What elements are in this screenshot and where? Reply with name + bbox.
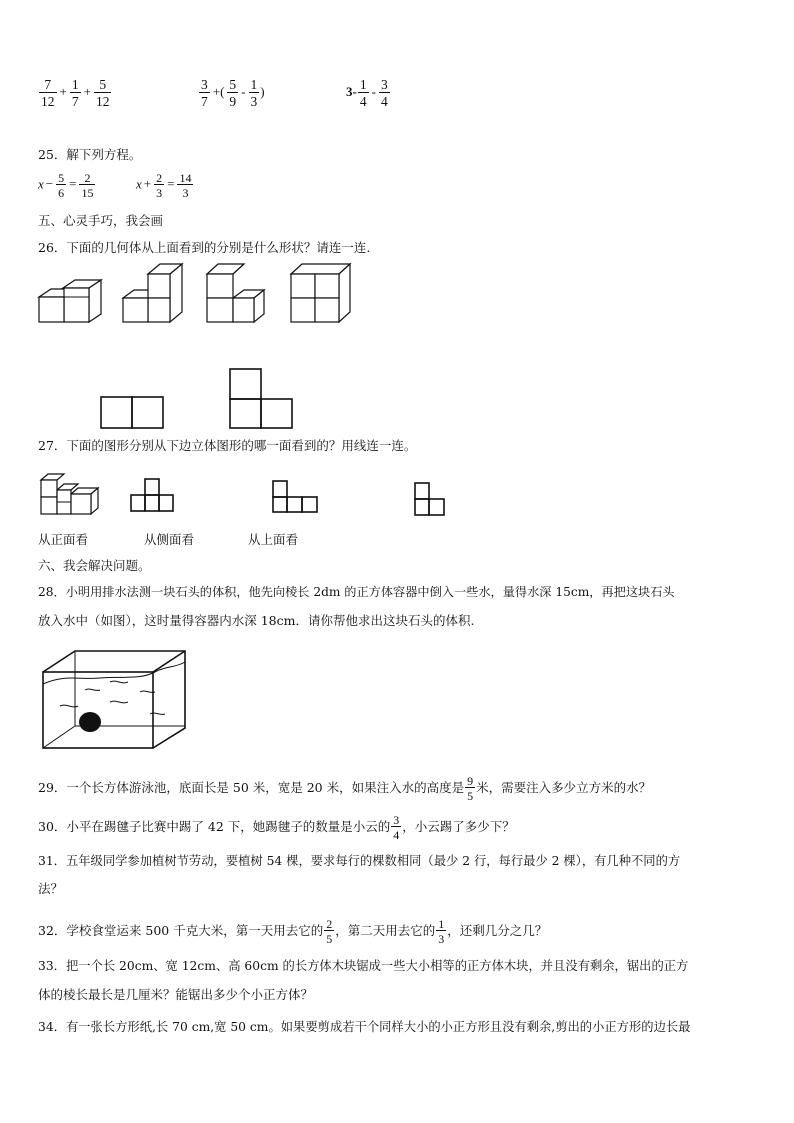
section-6-heading: 六、我会解决问题。 (38, 558, 151, 573)
q33-line-1: 33．把一个长 20cm、宽 12cm、高 60cm 的长方体木块锯成一些大小相等的正方体木块，并且没有剩余，锯出的正方 (38, 959, 689, 973)
q29-text: 29．一个长方体游泳池，底面长是 50 米，宽是 20 米，如果注入水的高度是 $\frac{9}{5}$ 米，需要注入多少立方米的水？ (38, 774, 652, 803)
fraction: $\frac{2}{3}$ (156, 171, 163, 200)
fraction: $\frac{14}{3}$ (179, 171, 192, 200)
q32-text: 32．学校食堂运来 500 千克大米，第一天用去它的 $\frac{2}{5}$ ，第二天用去它的 $\frac{1}{3}$ ，还剩几分之几？ (38, 917, 548, 946)
q26-text: 26．下面的几何体从上面看到的分别是什么形状？请连一连. (38, 240, 371, 255)
fraction: $\frac{2}{15}$ (81, 171, 94, 200)
fraction: $\frac{3}{4}$ (380, 77, 388, 109)
fraction: $\frac{1}{3}$ (438, 917, 445, 946)
q31-line-2: 法？ (38, 881, 64, 896)
q26-solid-1 (38, 280, 102, 326)
cube-group (39, 280, 101, 322)
q27-label-top: 从上面看 (248, 532, 299, 547)
q26-solid-3 (206, 264, 270, 326)
q26-solid-2 (122, 264, 184, 326)
expression-2: $\frac{3}{7}$ +( $\frac{5}{9}$ - $\frac{1}{3}$ ) (201, 77, 265, 109)
fraction: $\frac{5}{6}$ (58, 171, 65, 200)
q27-solid (40, 472, 102, 516)
q33-line-2: 体的棱长最长是几厘米？能锯出多少个小正方体？ (38, 987, 314, 1002)
fraction: $\frac{7}{12}$ (41, 77, 55, 109)
q26-view-l-shape (229, 368, 295, 430)
q26-view-two-squares (100, 396, 166, 430)
stone (79, 712, 101, 732)
q31-line-1: 31．五年级同学参加植树节劳动，要植树 54 棵，要求每行的棵数相同（最少 2 行，每行最少 2 棵），有几种不同的方 (38, 854, 681, 868)
fraction: $\frac{9}{5}$ (467, 774, 474, 803)
q30-text: 30．小平在踢毽子比赛中踢了 42 下，她踢毽子的数量是小云的 $\frac{3}{4}$ ，小云踢了多少下？ (38, 813, 515, 842)
fraction: $\frac{1}{3}$ (250, 77, 258, 109)
expression-1: $\frac{7}{12}$ + $\frac{1}{7}$ + $\frac{5}{12}$ (41, 77, 110, 109)
q25-title: 25．解下列方程。 (38, 147, 142, 162)
section-5-heading: 五、心灵手巧，我会画 (38, 213, 164, 228)
q28-container-figure (40, 650, 188, 750)
fraction: $\frac{3}{7}$ (201, 77, 208, 109)
q27-title: 27．下面的图形分别从下边立体图形的哪一面看到的？用线连一连。 (38, 438, 417, 453)
q27-view-2 (272, 480, 320, 514)
fraction: $\frac{5}{12}$ (95, 77, 110, 109)
equation-1: x − $\frac{5}{6}$ = $\frac{2}{15}$ (38, 171, 94, 200)
fraction: $\frac{2}{5}$ (326, 917, 333, 946)
q27-label-front: 从正面看 (38, 532, 89, 547)
q27-label-side: 从侧面看 (144, 532, 195, 547)
q27-view-3 (414, 482, 448, 518)
fraction: $\frac{1}{7}$ (71, 77, 79, 109)
fraction: $\frac{1}{4}$ (359, 77, 367, 109)
q34-text: 34．有一张长方形纸,长 70 cm,宽 50 cm。如果要剪成若干个同样大小的小正方形且没有剩余,剪出的小正方形的边长最 (38, 1020, 691, 1034)
q27-view-1 (130, 478, 176, 514)
q26-solid-4 (290, 264, 352, 326)
fraction: $\frac{5}{9}$ (229, 77, 237, 109)
q28-line-2: 放入水中（如图），这时量得容器内水深 18cm．请你帮他求出这块石头的体积. (38, 613, 475, 628)
expression-3: 3- $\frac{1}{4}$ - $\frac{3}{4}$ (346, 77, 388, 109)
fraction: $\frac{3}{4}$ (393, 813, 400, 842)
equation-2: x + $\frac{2}{3}$ = $\frac{14}{3}$ (136, 171, 192, 200)
q28-line-1: 28．小明用排水法测一块石头的体积，他先向棱长 2dm 的正方体容器中倒入一些水，量得水深 15cm，再把这块石头 (38, 585, 675, 599)
